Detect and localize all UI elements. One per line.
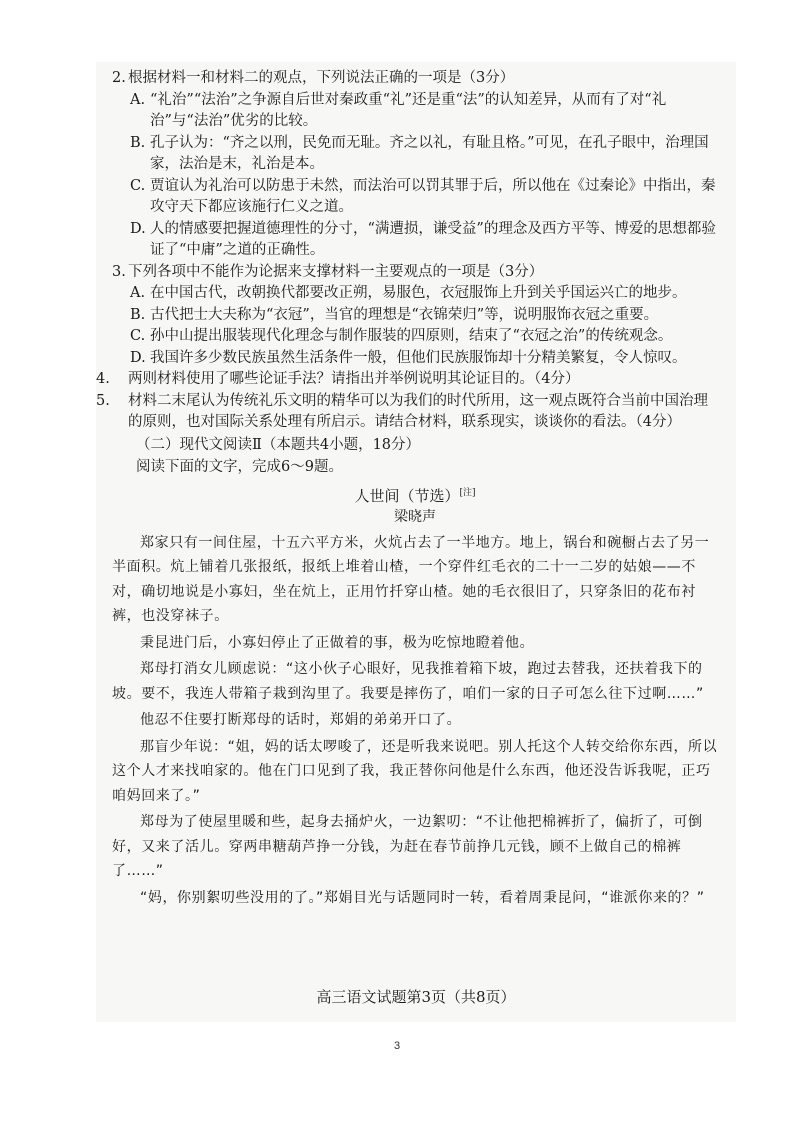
- option-label: C.: [130, 328, 146, 344]
- option-text: 孔子认为：“齐之以刑，民免而无耻。齐之以礼，有耻且格。”可见，在孔子眼中，治理国家，法治是末，礼治是本。: [150, 134, 709, 172]
- option-text: 古代把士大夫称为“衣冠”，当官的理想是“衣锦荣归”等，说明服饰衣冠之重要。: [150, 306, 659, 323]
- page-footer: 高三语文试题第3页（共8页）: [316, 988, 516, 1006]
- page-number: 3: [393, 1040, 401, 1052]
- question-text: 两则材料使用了哪些论证手法？请指出并举例说明其论证目的。（4分）: [128, 371, 580, 387]
- article-title-text: 人世间（节选）: [354, 486, 460, 505]
- option-text: “礼治”“法治”之争源自后世对秦政重“礼”还是重“法”的认知差异，从而有了对“礼治”与“法治”优劣的比较。: [150, 91, 667, 129]
- footnote-marker: [注]: [459, 487, 476, 498]
- question-number: 5.: [96, 392, 110, 409]
- option-label: B.: [130, 306, 146, 323]
- question-number: 4.: [96, 371, 110, 387]
- article-paragraph: 郑家只有一间住屋，十五六平方米，火炕占去了一半地方。地上，锅台和碗橱占去了另一半面积。炕上铺着几张报纸，报纸上堆着山楂，一个穿件红毛衣的二十一二岁的姑娘——不对，确切地说是小寡妇，坐在炕上，正用竹扦穿山楂。她的毛衣很旧了，只穿条旧的花布衬裤，也没穿袜子。: [112, 534, 710, 624]
- article-paragraph: “妈，你别絮叨些没用的了。”郑娟目光与话题同时一转，看着周秉昆问，“谁派你来的？”: [140, 889, 705, 906]
- question-text: 下列各项中不能作为论据来支撑材料一主要观点的一项是（3分）: [128, 263, 544, 280]
- option-b: [130, 133, 718, 176]
- article-paragraph: 那盲少年说：“姐，妈的话太啰唆了，还是听我来说吧。别人托这个人转交给你东西，所以这个人才来找咱家的。他在门口见到了我，我正替你问他是什么东西，他还没告诉我呢，正巧咱妈回来了。”: [112, 738, 718, 804]
- option-text: 贾谊认为礼治可以防患于未然，而法治可以罚其罪于后，所以他在《过秦论》中指出，秦攻守天下都应该施行仁义之道。: [150, 177, 716, 215]
- option-text: 在中国古代，改朝换代都要改正朔，易服色，衣冠服饰上升到关乎国运兴亡的地步。: [150, 285, 687, 301]
- question-number: 3.: [112, 263, 126, 280]
- option-label: B.: [130, 134, 146, 151]
- option-a: [130, 283, 718, 305]
- question-text: 材料二末尾认为传统礼乐文明的精华可以为我们的时代所用，这一观点既符合当前中国治理的原则，也对国际关系处理有所启示。请结合材料，联系现实，谈谈你的看法。（4分）: [128, 392, 708, 430]
- article-paragraph: 秉昆进门后，小寡妇停止了正做着的事，极为吃惊地瞪着他。: [140, 634, 535, 651]
- option-c: [130, 326, 718, 348]
- option-d: [130, 219, 718, 262]
- option-label: D.: [130, 220, 146, 237]
- question-2: [112, 68, 718, 262]
- option-a: [130, 90, 718, 133]
- option-text: 我国许多少数民族虽然生活条件一般，但他们民族服饰却十分精美繁复，令人惊叹。: [150, 349, 687, 366]
- option-label: A.: [130, 91, 146, 108]
- exam-content: [96, 68, 718, 912]
- option-text: 人的情感要把握道德理性的分寸，“满遭损，谦受益”的理念及西方平等、博爱的思想都验证了“中庸”之道的正确性。: [150, 220, 716, 258]
- option-label: A.: [130, 285, 146, 301]
- article-title: [112, 482, 718, 507]
- question-3: [112, 262, 718, 370]
- section-instruction: 阅读下面的文字，完成6～9题。: [136, 458, 343, 475]
- option-label: C.: [130, 177, 146, 194]
- question-text: 根据材料一和材料二的观点，下列说法正确的一项是（3分）: [128, 70, 515, 86]
- option-d: [130, 348, 718, 370]
- option-c: [130, 176, 718, 219]
- question-5: [96, 391, 718, 434]
- question-3-stem: [112, 262, 718, 284]
- question-4: [96, 369, 718, 391]
- article-author: 梁晓声: [394, 508, 436, 525]
- article-paragraph: 郑母为了使屋里暖和些，起身去捅炉火，一边絮叨：“不让他把棉裤折了，偏折了，可倒好，又来了活儿。穿两串糖葫芦挣一分钱，为赶在春节前挣几元钱，顾不上做自己的棉裤了……”: [112, 814, 703, 879]
- section-heading: （二）现代文阅读Ⅱ（本题共4小题，18分）: [136, 436, 421, 453]
- option-text: 孙中山提出服装现代化理念与制作服装的四原则，结束了“衣冠之治”的传统观念。: [150, 328, 673, 344]
- article-paragraph: 郑母打消女儿顾虑说：“这小伙子心眼好，见我推着箱下坡，跑过去替我，还扶着我下的坡。要不，我连人带箱子栽到沟里了。我要是摔伤了，咱们一家的日子可怎么往下过啊……”: [112, 661, 704, 702]
- question-number: 2.: [112, 70, 126, 86]
- option-b: [130, 305, 718, 327]
- question-2-stem: [112, 68, 718, 90]
- article-paragraph: 他忍不住要打断郑母的话时，郑娟的弟弟开口了。: [140, 712, 462, 728]
- option-label: D.: [130, 349, 146, 366]
